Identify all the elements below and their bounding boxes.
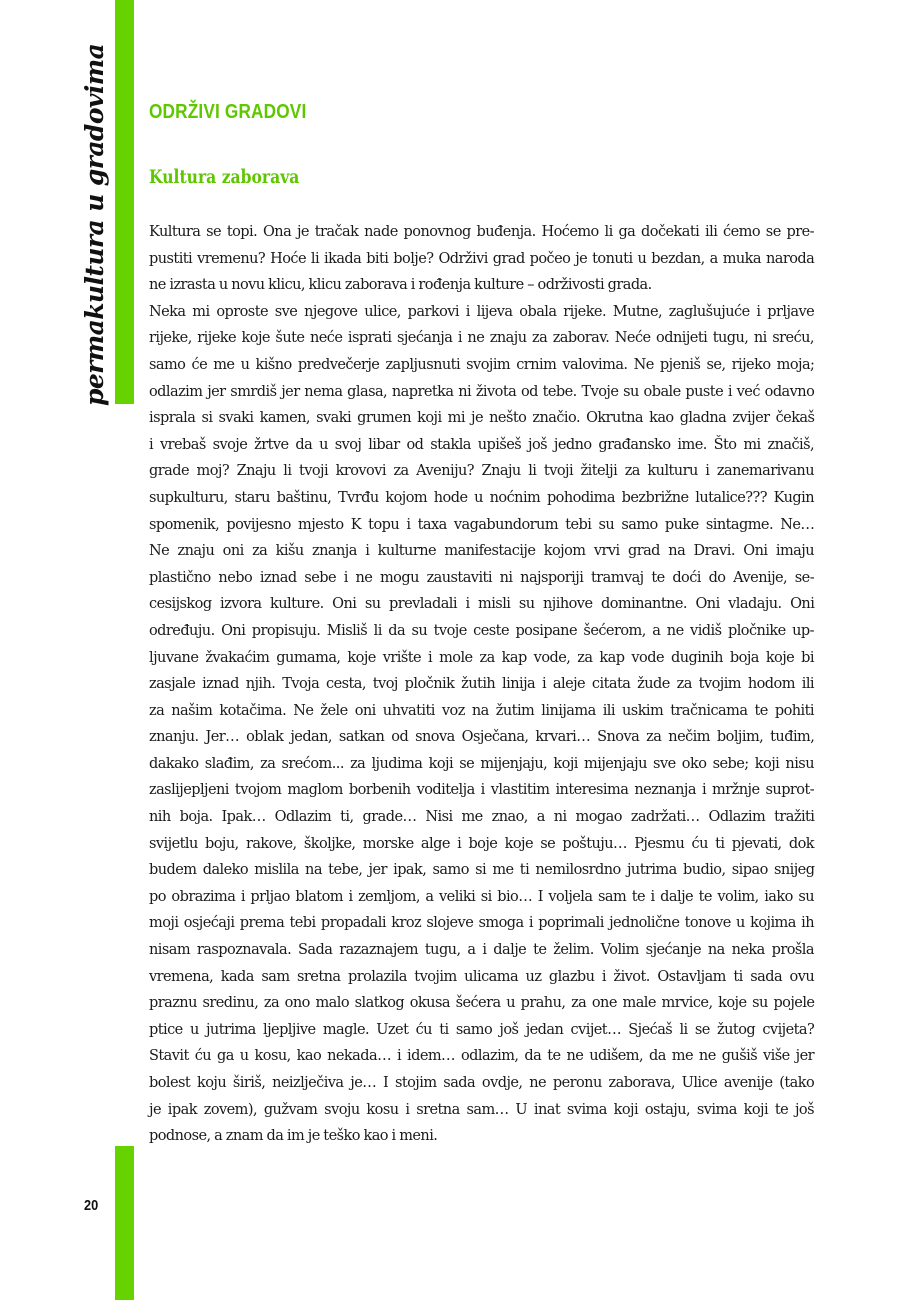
section-heading: ODRŽIVI GRADOVI — [149, 101, 307, 123]
accent-bar-top — [115, 0, 134, 404]
body-line: određuju. Oni propisuju. Misliš li da su tvoje ceste posipane šećerom, a ne vidiš pločnike up- — [149, 622, 814, 639]
body-line: dakako slađim, za srećom... za ljudima koji se mijenjaju, koji mijenjaju sve oko sebe; koji nisu — [149, 755, 814, 772]
body-line: pustiti vremenu? Hoće li ikada biti bolje? Održivi grad počeo je tonuti u bezdan, a muka naroda — [149, 250, 815, 267]
body-line: Stavit ću ga u kosu, kao nekada… i idem… odlazim, da te ne udišem, da me ne gušiš više jer — [149, 1048, 814, 1065]
body-line: Neka mi oproste sve njegove ulice, parkovi i lijeva obala rijeke. Mutne, zaglušujuće i prljave — [149, 303, 815, 320]
body-line: za našim kotačima. Ne žele oni uhvatiti voz na žutim linijama ili uskim tračnicama te pohiti — [149, 702, 814, 719]
body-line: cesijskog izvora kulture. Oni su prevladali i misli su njihove dominantne. Oni vladaju. Oni — [149, 596, 815, 613]
body-line: zaslijepljeni tvojom maglom borbenih voditelja i vlastitim interesima neznanja i mržnje suprot- — [149, 782, 815, 799]
accent-bar-bottom — [115, 1146, 134, 1300]
body-line: grade moj? Znaju li tvoji krovovi za Aveniju? Znaju li tvoji žitelji za kulturu i zanemarivanu — [149, 463, 814, 480]
body-line: znanju. Jer… oblak jedan, satkan od snova Osječana, krvari… Snova za nečim boljim, tuđim, — [149, 729, 815, 746]
body-line: svijetlu boju, rakove, školjke, morske alge i boje koje se poštuju… Pjesmu ću ti pjevati, dok — [149, 835, 814, 852]
body-line: odlazim jer smrdiš jer nema glasa, napretka ni života od tebe. Tvoje su obale puste i već odavno — [149, 383, 815, 400]
body-line: spomenik, povijesno mjesto K topu i taxa vagabundorum tebi su samo puke sintagme. Ne… — [149, 516, 815, 533]
body-line: vremena, kada sam sretna prolazila tvojim ulicama uz glazbu i život. Ostavljam ti sada ovu — [149, 968, 815, 985]
body-line: ne izrasta u novu klicu, klicu zaborava i rođenja kulture – održivosti grada. — [149, 277, 652, 294]
body-line: ljuvane žvakaćim gumama, koje vrište i mole za kap vode, za kap vode duginih boja koje bi — [149, 649, 814, 666]
body-line: rijeke, rijeke koje šute neće isprati sjećanja i ne znaju za zaborav. Neće odnijeti tugu, ni sreću, — [149, 330, 814, 347]
body-line: Ne znaju oni za kišu znanja i kulturne manifestacije kojom vrvi grad na Dravi. Oni imaju — [149, 543, 814, 560]
page-number: 20 — [84, 1197, 99, 1214]
body-line: zasjale iznad njih. Tvoja cesta, tvoj pločnik žutih linija i aleje citata žude za tvojim hodom ili — [149, 676, 814, 693]
body-line: isprala si svaki kamen, svaki grumen koji mi je nešto značio. Okrutna kao gladna zvijer čekaš — [149, 410, 815, 427]
body-line: po obrazima i prljao blatom i zemljom, a veliki si bio… I voljela sam te i dalje te volim, iako su — [149, 888, 814, 905]
article-title: Kultura zaborava — [149, 166, 300, 188]
body-line: budem daleko mislila na tebe, jer ipak, samo si me ti nemilosrdno jutrima budio, sipao snijeg — [149, 862, 815, 879]
body-line: nih boja. Ipak… Odlazim ti, grade… Nisi me znao, a ni mogao zadržati… Odlazim tražiti — [149, 809, 815, 826]
body-line: bolest koju širiš, neizlječiva je… I stojim sada ovdje, ne peronu zaborava, Ulice avenije (tako — [149, 1075, 815, 1091]
body-line: ptice u jutrima ljepljive magle. Uzet ću ti samo još jedan cvijet… Sjećaš li se žutog cvijeta? — [149, 1021, 815, 1038]
body-line: nisam raspoznavala. Sada razaznajem tugu, a i dalje te želim. Volim sjećanje na neka prošla — [149, 942, 814, 959]
body-line: samo će me u kišno predvečerje zapljusnuti svojim crnim valovima. Ne pjeniš se, rijeko moja; — [149, 356, 815, 373]
running-side-title: permakultura u gradovima — [80, 43, 109, 406]
body-line: podnose, a znam da im je teško kao i meni. — [149, 1128, 438, 1145]
body-line: i vrebaš svoje žrtve da u svoj libar od stakla upišeš još jedno građansko ime. Što mi značiš, — [149, 436, 815, 453]
body-line: je ipak zovem), gužvam svoju kosu i sretna sam… U inat svima koji ostaju, svima koji te još — [149, 1101, 814, 1118]
body-line: plastično nebo iznad sebe i ne mogu zaustaviti ni najsporiji tramvaj te doći do Avenije, se- — [149, 569, 815, 586]
article-body — [149, 219, 814, 1150]
body-line: praznu sredinu, za ono malo slatkog okusa šećera u prahu, za one male mrvice, koje su pojele — [149, 995, 815, 1012]
body-line: Kultura se topi. Ona je tračak nade ponovnog buđenja. Hoćemo li ga dočekati ili ćemo se pre- — [149, 224, 814, 240]
body-line: supkulturu, staru baštinu, Tvrđu kojom hode u noćnim pohodima bezbrižne lutalice??? Kugin — [149, 489, 814, 506]
body-line: moji osjećaji prema tebi propadali kroz slojeve smoga i poprimali jednolične tonove u kojima ih — [149, 915, 814, 932]
